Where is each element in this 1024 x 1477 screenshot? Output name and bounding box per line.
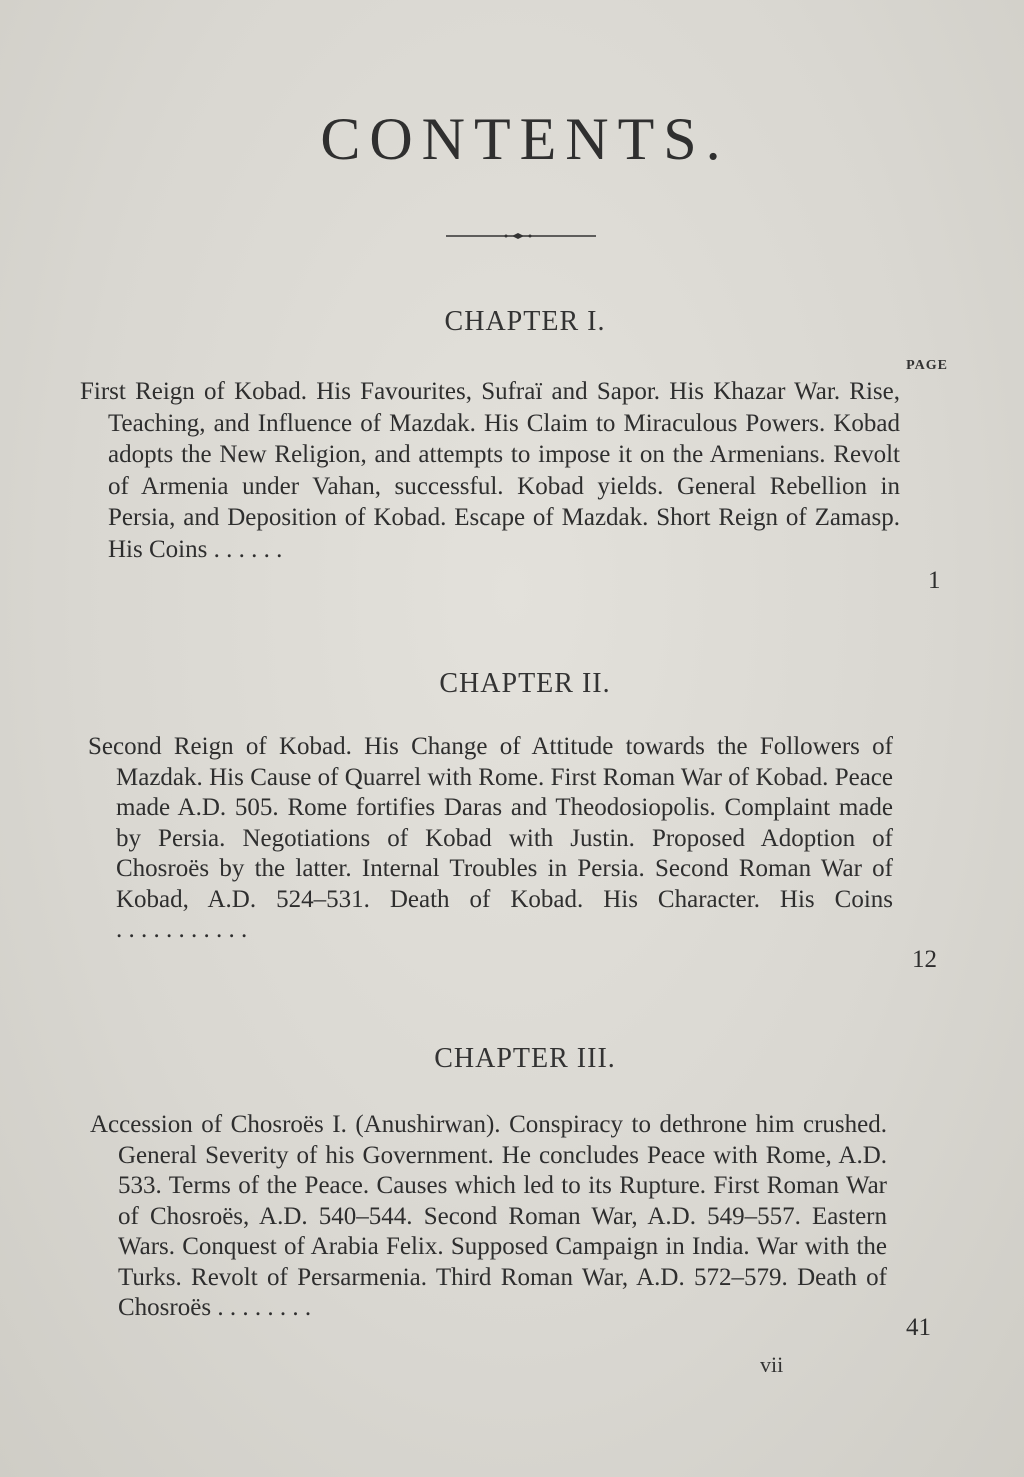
chapter-summary-text: First Reign of Kobad. His Favourites, Sufraï and Sapor. His Khazar War. Rise, Teaching, and Influence of Mazdak. His Claim to Miraculous Powers. Kobad adopts the New Religion, and attempts to impose it on the Armenians. Revolt of Armenia under Vahan, successful. Kobad yields. General Rebellion in Persia, and Deposition of Kobad. Escape of Mazdak. Short Reign of Zamasp. His Coins [80, 378, 900, 563]
chapter-summary-2 [88, 732, 893, 946]
chapter-heading-2: CHAPTER II. [439, 668, 611, 699]
folio-number: vii [760, 1352, 784, 1377]
page-column-label: PAGE [906, 358, 948, 373]
dot-leader: . . . . . . [213, 535, 283, 563]
chapter-heading-1: CHAPTER I. [444, 306, 606, 337]
dot-leader: . . . . . . . . . . . [116, 916, 248, 943]
page-number-2: 12 [912, 946, 937, 973]
chapter-summary-3 [90, 1110, 887, 1324]
chapter-heading-3: CHAPTER III. [434, 1043, 616, 1074]
page-title: CONTENTS. [320, 106, 730, 172]
page-number-3: 41 [906, 1314, 931, 1341]
chapter-summary-text: Accession of Chosroës I. (Anushirwan). Conspiracy to dethrone him crushed. General Severity of his Government. He concludes Peace with Rome, A.D. 533. Terms of the Peace. Causes which led to its Rupture. First Roman War of Chosroës, A.D. 540–544. Second Roman War, A.D. 549–557. Eastern Wars. Conquest of Arabia Felix. Supposed Campaign in India. War with the Turks. Revolt of Persarmenia. Third Roman War, A.D. 572–579. Death of Chosroës [90, 1111, 887, 1321]
chapter-summary-text: Second Reign of Kobad. His Change of Attitude towards the Followers of Mazdak. His Cause of Quarrel with Rome. First Roman War of Kobad. Peace made A.D. 505. Rome fortifies Daras and Theodosiopolis. Complaint made by Persia. Negotiations of Kobad with Justin. Proposed Adoption of Chosroës by the latter. Internal Troubles in Persia. Second Roman War of Kobad, A.D. 524–531. Death of Kobad. His Character. His Coins [88, 733, 893, 913]
dot-leader: . . . . . . . . [217, 1294, 312, 1321]
chapter-summary-1 [80, 376, 900, 565]
ornament-rule [446, 232, 596, 240]
page-number-1: 1 [928, 567, 941, 594]
